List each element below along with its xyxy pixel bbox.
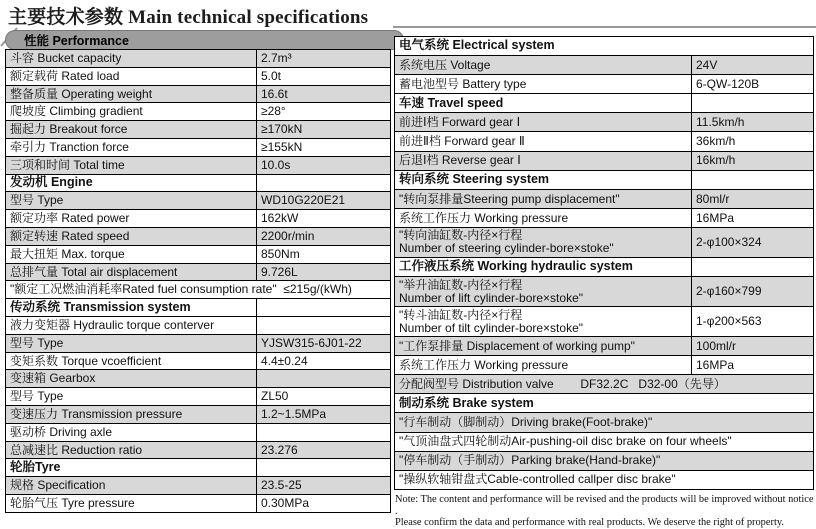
spec-value: ≥170kN — [261, 122, 303, 137]
spec-row — [6, 424, 390, 442]
spec-value: YJSW315-6J01-22 — [261, 335, 362, 350]
spec-label: 后退Ⅰ档 Reverse gear Ⅰ — [395, 152, 692, 170]
spec-value — [692, 171, 813, 189]
spec-value: 16MPa — [696, 210, 735, 225]
right-spec-table — [394, 36, 814, 490]
spec-value — [257, 459, 390, 476]
spec-label: 整备质量 Operating weight — [6, 86, 257, 103]
spec-value: 162kW — [261, 211, 299, 226]
section-header-label: 发动机 Engine — [6, 175, 257, 192]
spec-label: 额定功率 Rated power — [6, 210, 257, 227]
spec-row — [395, 113, 813, 132]
spec-row — [395, 75, 813, 94]
spec-row — [6, 442, 390, 460]
spec-value: 16km/h — [696, 153, 736, 168]
spec-label-line2: Number of tilt cylinder-bore×stoke" — [399, 320, 584, 335]
spec-row — [6, 121, 390, 139]
spec-label-line1: "转斗油缸数-内径×行程 — [399, 307, 523, 322]
spec-label — [395, 228, 692, 257]
spec-label-line1: "举升油缸数-内径×行程 — [399, 277, 523, 292]
spec-label: 总减速比 Reduction ratio — [6, 442, 257, 459]
spec-value: 24V — [696, 57, 718, 72]
spec-row — [395, 307, 813, 337]
spec-row — [6, 459, 390, 477]
spec-label: 系统工作压力 Working pressure — [395, 209, 692, 227]
spec-value: 6-QW-120B — [696, 76, 760, 91]
spec-label: 变速箱 Gearbox — [6, 370, 257, 387]
spec-value: 1-φ200×563 — [696, 314, 762, 329]
spec-value: 23.5-25 — [261, 478, 302, 493]
spec-row — [6, 192, 390, 210]
spec-value: 2-φ100×324 — [696, 235, 762, 250]
spec-label: 爬坡度 Climbing gradient — [6, 103, 257, 120]
spec-label: 型号 Type — [6, 335, 257, 352]
spec-row — [6, 68, 390, 86]
spec-value: 5.0t — [261, 68, 282, 83]
spec-label: 蓄电池型号 Battery type — [395, 75, 692, 93]
spec-row — [395, 337, 813, 356]
spec-full-text: "行车制动（脚制动）Driving brake(Foot-brake)" — [399, 415, 653, 430]
spec-label: 规格 Specification — [6, 477, 257, 494]
spec-label-line2: Number of lift cylinder-bore×stoke" — [399, 290, 584, 305]
performance-pill-header: 性能 Performance — [5, 30, 404, 50]
left-spec-table — [5, 49, 391, 513]
spec-row — [395, 356, 813, 375]
spec-label — [395, 277, 692, 306]
spec-value: 1.2~1.5MPa — [261, 407, 327, 422]
spec-row — [6, 335, 390, 353]
spec-value: 36km/h — [696, 134, 736, 149]
spec-value: WD10G220E21 — [261, 193, 346, 208]
spec-row — [395, 171, 813, 190]
spec-label: 系统电压 Voltage — [395, 56, 692, 74]
spec-label-line2: Number of steering cylinder-bore×stoke" — [399, 241, 614, 256]
spec-row — [395, 37, 813, 56]
spec-row — [6, 103, 390, 121]
spec-row — [6, 317, 390, 335]
spec-row — [6, 353, 390, 371]
spec-label: 总排气量 Total air displacement — [6, 264, 257, 281]
spec-label: 轮胎气压 Tyre pressure — [6, 495, 257, 512]
spec-row — [395, 277, 813, 307]
spec-label — [395, 307, 692, 336]
spec-value: 100ml/r — [696, 338, 737, 353]
section-header-label: 传动系统 Transmission system — [6, 299, 257, 316]
spec-value: 16.6t — [261, 86, 288, 101]
spec-row — [395, 258, 813, 277]
spec-value: 850Nm — [261, 246, 300, 261]
spec-label: 掘起力 Breakout force — [6, 121, 257, 138]
spec-row — [395, 56, 813, 75]
spec-value — [692, 94, 813, 112]
section-header-label: 电气系统 Electrical system — [399, 38, 555, 53]
spec-value: 2-φ160×799 — [696, 284, 762, 299]
spec-value: 0.30MPa — [261, 496, 310, 511]
spec-value: 16MPa — [696, 357, 735, 372]
spec-value: 10.0s — [261, 157, 291, 172]
spec-value: 11.5km/h — [696, 115, 745, 130]
spec-row — [6, 370, 390, 388]
spec-value: 23.276 — [261, 442, 298, 457]
spec-row — [6, 86, 390, 104]
spec-label: 变矩系数 Torque vcoefficient — [6, 353, 257, 370]
note-line-2: Please confirm the data and performance with real products. We deserve the right of property. — [395, 517, 784, 528]
spec-row — [6, 388, 390, 406]
spec-label: "工作泵排量 Displacement of working pump" — [395, 337, 692, 355]
spec-row — [6, 228, 390, 246]
section-header-label: 转向系统 Steering system — [395, 171, 692, 189]
section-header-label: 轮胎Tyre — [6, 459, 257, 476]
spec-row — [395, 375, 813, 394]
spec-value — [692, 258, 813, 276]
spec-row — [6, 406, 390, 424]
spec-label: 变速压力 Transmission pressure — [6, 406, 257, 423]
spec-label: 斗容 Bucket capacity — [6, 50, 257, 67]
spec-label: 额定载荷 Rated load — [6, 68, 257, 85]
spec-value — [257, 299, 390, 316]
spec-label: 型号 Type — [6, 192, 257, 209]
spec-value: 2200r/min — [261, 229, 315, 244]
spec-row — [395, 94, 813, 113]
spec-full-text: "气顶油盘式四轮制动Air-pushing-oil disc brake on four wheels" — [399, 434, 732, 449]
spec-row — [6, 139, 390, 157]
spec-label-line1: "转向油缸数-内径×行程 — [399, 228, 523, 243]
spec-label: 驱动桥 Driving axle — [6, 424, 257, 441]
spec-row — [6, 495, 390, 513]
spec-row — [395, 190, 813, 209]
spec-label: 三项和时间 Total time — [6, 157, 257, 174]
spec-value — [257, 175, 390, 192]
spec-value: 9.726L — [261, 264, 298, 279]
spec-value — [257, 317, 390, 334]
spec-row — [6, 281, 390, 299]
spec-value: 4.4±0.24 — [261, 353, 308, 368]
spec-label: 前进Ⅱ档 Forward gear Ⅱ — [395, 132, 692, 150]
spec-row — [6, 299, 390, 317]
spec-full-text: "停车制动（手制动）Parking brake(Hand-brake)" — [399, 453, 661, 468]
spec-row — [6, 246, 390, 264]
spec-value: ≥155kN — [261, 140, 303, 155]
spec-value: ZL50 — [261, 389, 289, 404]
top-rule-line — [393, 26, 816, 28]
spec-value — [257, 370, 390, 387]
page-title: 主要技术参数 Main technical specifications — [8, 7, 369, 28]
section-header-label: 车速 Travel speed — [395, 94, 692, 112]
spec-row — [395, 152, 813, 171]
spec-label: 型号 Type — [6, 388, 257, 405]
spec-label: 额定转速 Rated speed — [6, 228, 257, 245]
spec-full-text: "操纵软轴钳盘式Cable-controlled callper disc brake" — [399, 472, 676, 487]
spec-row — [6, 210, 390, 228]
spec-label: 最大扭矩 Max. torque — [6, 246, 257, 263]
spec-label: 液力变矩器 Hydraulic torque conterver — [6, 317, 257, 334]
section-header-label: 制动系统 Brake system — [399, 395, 534, 410]
spec-row — [6, 264, 390, 282]
spec-value: 2.7m³ — [261, 51, 292, 66]
spec-row — [395, 433, 813, 452]
spec-row — [6, 175, 390, 193]
spec-value: 80ml/r — [696, 191, 730, 206]
spec-row — [395, 394, 813, 413]
spec-row — [395, 209, 813, 228]
spec-row — [395, 228, 813, 258]
spec-row — [395, 452, 813, 471]
spec-row — [395, 132, 813, 151]
note-text — [395, 494, 816, 529]
spec-value — [257, 424, 390, 441]
spec-full-text: "额定工况燃油消耗率Rated fuel consumption rate" ≤215g/(kWh) — [10, 282, 352, 297]
spec-row — [6, 477, 390, 495]
spec-row — [395, 471, 813, 490]
spec-row — [395, 413, 813, 432]
spec-row — [6, 50, 390, 68]
note-line-1: Note: The content and performance will be revised and the products will be improved without notice . — [395, 494, 814, 517]
spec-row — [6, 157, 390, 175]
spec-value: ≥28° — [261, 104, 286, 119]
spec-label: 牵引力 Tranction force — [6, 139, 257, 156]
section-header-label: 工作液压系统 Working hydraulic system — [395, 258, 692, 276]
spec-label: 前进Ⅰ档 Forward gear Ⅰ — [395, 113, 692, 131]
spec-label: "转向泵排量Steering pump displacement" — [395, 190, 692, 208]
spec-full-text: 分配阀型号 Distribution valve DF32.2C D32-00（先导） — [399, 376, 726, 391]
spec-label: 系统工作压力 Working pressure — [395, 356, 692, 374]
